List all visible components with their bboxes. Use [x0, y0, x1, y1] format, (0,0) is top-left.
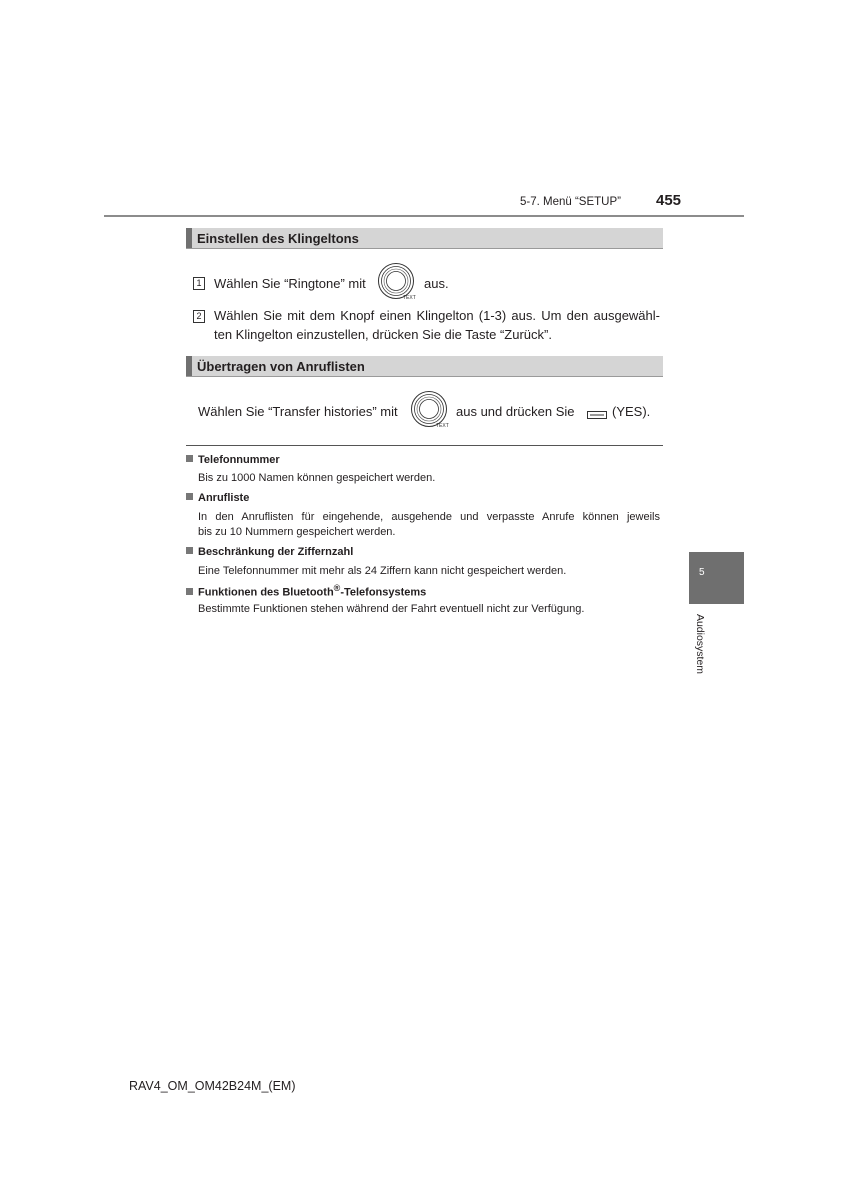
step-2-text-line-1: Wählen Sie mit dem Knopf einen Klingelton (1-3) aus. Um den ausgewähl-	[214, 308, 660, 323]
knob-label: TEXT	[403, 295, 416, 301]
bullet-square-icon	[186, 493, 193, 500]
step-number-box: 1	[193, 277, 205, 290]
section-heading-text: Einstellen des Klingeltons	[197, 231, 359, 246]
step-2-text-line-2: ten Klingelton einzustellen, drücken Sie die Taste “Zurück”.	[214, 327, 552, 342]
bullet-square-icon	[186, 547, 193, 554]
running-header-section: 5-7. Menü “SETUP”	[520, 196, 621, 208]
step-1-text-end: aus.	[424, 276, 449, 291]
step-number-box: 2	[193, 310, 205, 323]
text-knob-icon	[410, 390, 450, 430]
transfer-instruction-end: (YES).	[612, 404, 651, 419]
registered-mark: ®	[333, 583, 341, 593]
note-body-bluetooth: Bestimmte Funktionen stehen während der Fahrt eventuell nicht zur Verfügung.	[198, 603, 585, 615]
transfer-instruction-middle: aus und drücken Sie	[456, 404, 575, 419]
chapter-label: Audiosystem	[694, 613, 706, 675]
knob-label: TEXT	[436, 423, 449, 429]
note-title-bluetooth: Funktionen des Bluetooth®-Telefonsystems	[186, 583, 426, 599]
header-rule	[104, 215, 744, 217]
chapter-tab	[689, 552, 744, 604]
note-title-ziffernzahl: Beschränkung der Ziffernzahl	[186, 546, 353, 558]
bullet-square-icon	[186, 455, 193, 462]
bullet-square-icon	[186, 588, 193, 595]
heading-accent	[186, 356, 192, 376]
note-body-telefonnummer: Bis zu 1000 Namen können gespeichert werden.	[198, 472, 436, 484]
note-body-ziffernzahl: Eine Telefonnummer mit mehr als 24 Ziffern kann nicht gespeichert werden.	[198, 565, 567, 577]
section-heading-transfer	[186, 356, 663, 377]
text-knob-icon	[377, 262, 417, 302]
note-body-anrufliste-line-2: bis zu 10 Nummern gespeichert werden.	[198, 526, 396, 538]
note-title-anrufliste: Anrufliste	[186, 492, 249, 504]
transfer-instruction-text: Wählen Sie “Transfer histories” mit	[198, 404, 398, 419]
note-title-telefonnummer: Telefonnummer	[186, 454, 280, 466]
step-1-text: Wählen Sie “Ringtone” mit	[214, 276, 366, 291]
yes-button-icon	[587, 407, 607, 417]
chapter-number: 5	[699, 567, 705, 578]
section-heading-ringtone	[186, 228, 663, 249]
document-code: RAV4_OM_OM42B24M_(EM)	[129, 1079, 296, 1093]
heading-accent	[186, 228, 192, 248]
notes-divider	[186, 445, 663, 446]
note-body-anrufliste-line-1: In den Anruflisten für eingehende, ausgehende und verpasste Anrufe können jeweils	[198, 511, 660, 523]
page-number: 455	[656, 192, 682, 209]
section-heading-text: Übertragen von Anruflisten	[197, 359, 365, 374]
